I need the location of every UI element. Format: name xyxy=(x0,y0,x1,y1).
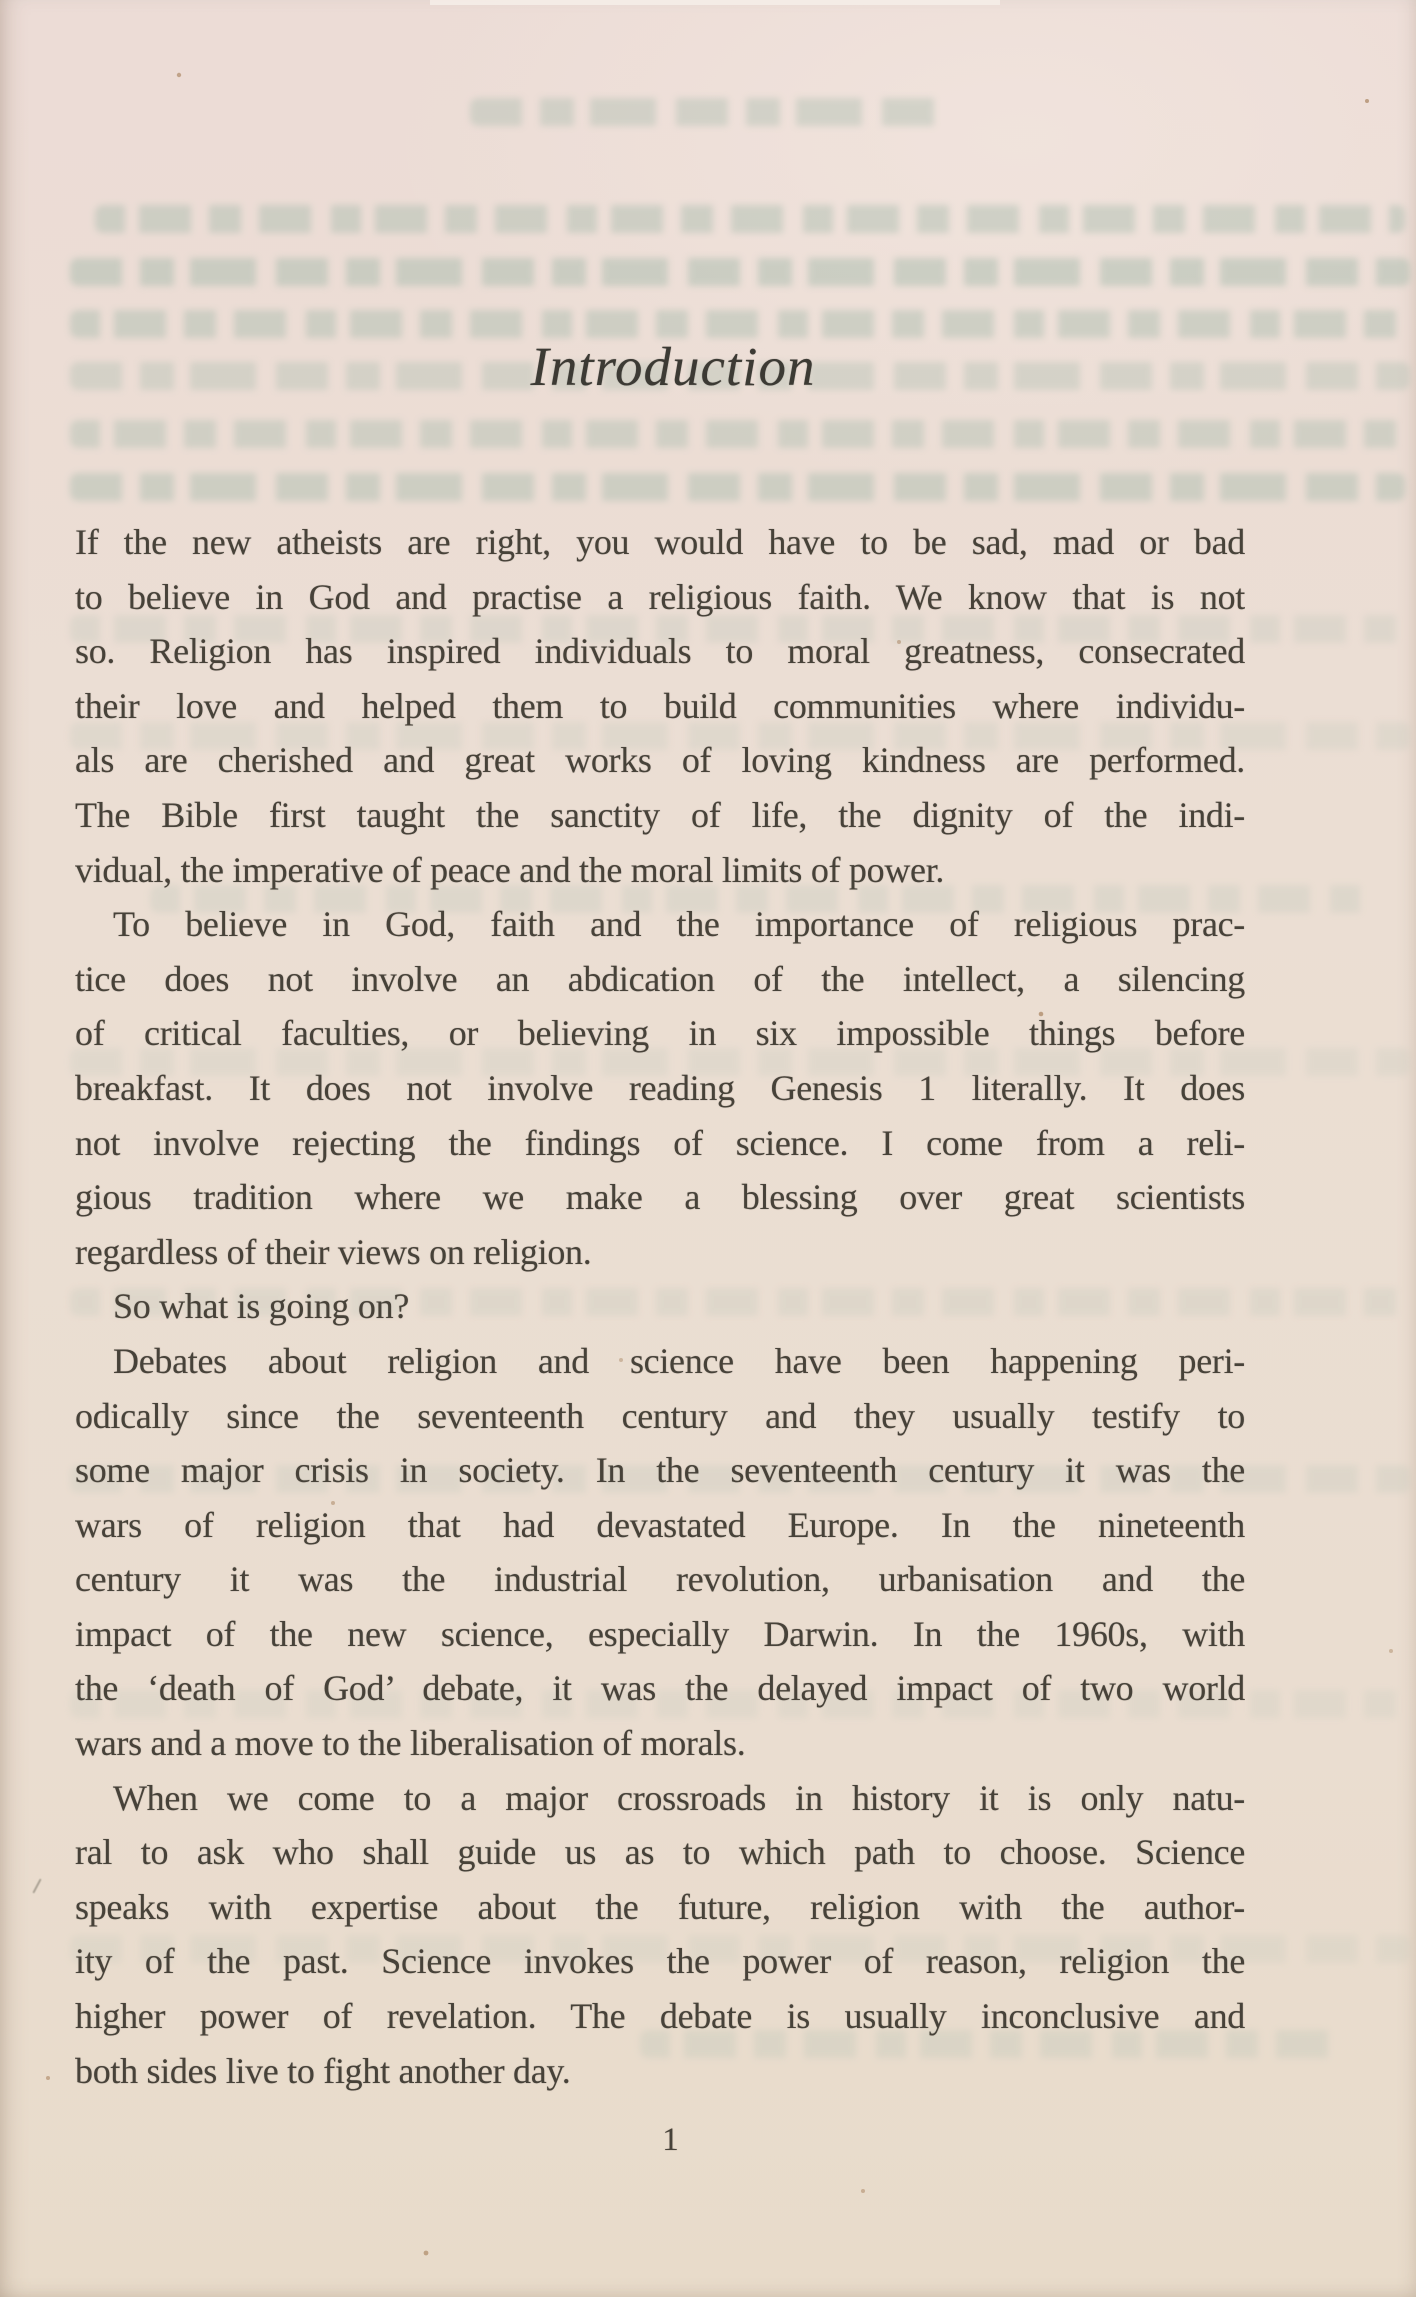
body-line: some major crisis in society. In the seventeenth century it was the xyxy=(75,1450,1245,1491)
body-line: als are cherished and great works of loving kindness are performed. xyxy=(75,740,1245,781)
chapter-title: Introduction xyxy=(530,336,816,397)
body-line: century it was the industrial revolution, urbanisation and the xyxy=(75,1559,1245,1600)
body-line: the ‘death of God’ debate, it was the delayed impact of two world xyxy=(75,1668,1245,1709)
body-line: not involve rejecting the findings of science. I come from a reli- xyxy=(75,1122,1245,1163)
showthrough-line xyxy=(70,420,1410,448)
paper-scratch xyxy=(32,1878,41,1893)
scan-edge-artifact xyxy=(430,0,1000,5)
body-line: higher power of revelation. The debate is usually inconclusive and xyxy=(75,1996,1245,2037)
showthrough-line xyxy=(70,473,1405,501)
body-line: regardless of their views on religion. xyxy=(75,1231,592,1272)
body-line: so. Religion has inspired individuals to moral greatness, consecrated xyxy=(75,631,1245,672)
body-line: Debates about religion and science have been happening peri- xyxy=(113,1340,1245,1381)
body-line: So what is going on? xyxy=(113,1286,409,1327)
paper-specks xyxy=(0,0,2,2)
body-line: tice does not involve an abdication of the intellect, a silencing xyxy=(75,958,1245,999)
body-line: gious tradition where we make a blessing over great scientists xyxy=(75,1177,1245,1218)
body-line: When we come to a major crossroads in history it is only natu- xyxy=(113,1777,1245,1818)
body-line: ral to ask who shall guide us as to which path to choose. Science xyxy=(75,1832,1245,1873)
body-line: If the new atheists are right, you would have to be sad, mad or bad xyxy=(75,522,1245,562)
body-line: their love and helped them to build communities where individu- xyxy=(75,685,1245,726)
body-line: wars and a move to the liberalisation of morals. xyxy=(75,1723,746,1764)
body-line: vidual, the imperative of peace and the moral limits of power. xyxy=(75,849,945,890)
showthrough-line xyxy=(95,205,1405,233)
body-line: breakfast. It does not involve reading Genesis 1 literally. It does xyxy=(75,1067,1245,1108)
page-number: 1 xyxy=(662,2122,680,2158)
body-line: ity of the past. Science invokes the power of reason, religion the xyxy=(75,1941,1245,1982)
showthrough-line xyxy=(70,258,1410,286)
body-line: both sides live to fight another day. xyxy=(75,2050,571,2091)
body-text xyxy=(75,515,1245,2098)
body-line: impact of the new science, especially Darwin. In the 1960s, with xyxy=(75,1613,1245,1654)
body-line: speaks with expertise about the future, religion with the author- xyxy=(75,1886,1245,1927)
body-line: of critical faculties, or believing in six impossible things before xyxy=(75,1013,1245,1054)
body-line: wars of religion that had devastated Europe. In the nineteenth xyxy=(75,1504,1245,1545)
body-line: odically since the seventeenth century and they usually testify to xyxy=(75,1395,1245,1436)
body-line: to believe in God and practise a religious faith. We know that is not xyxy=(75,576,1245,617)
body-line: The Bible first taught the sanctity of life, the dignity of the indi- xyxy=(75,794,1245,835)
showthrough-running-head xyxy=(470,98,940,126)
body-line: To believe in God, faith and the importance of religious prac- xyxy=(113,904,1245,945)
